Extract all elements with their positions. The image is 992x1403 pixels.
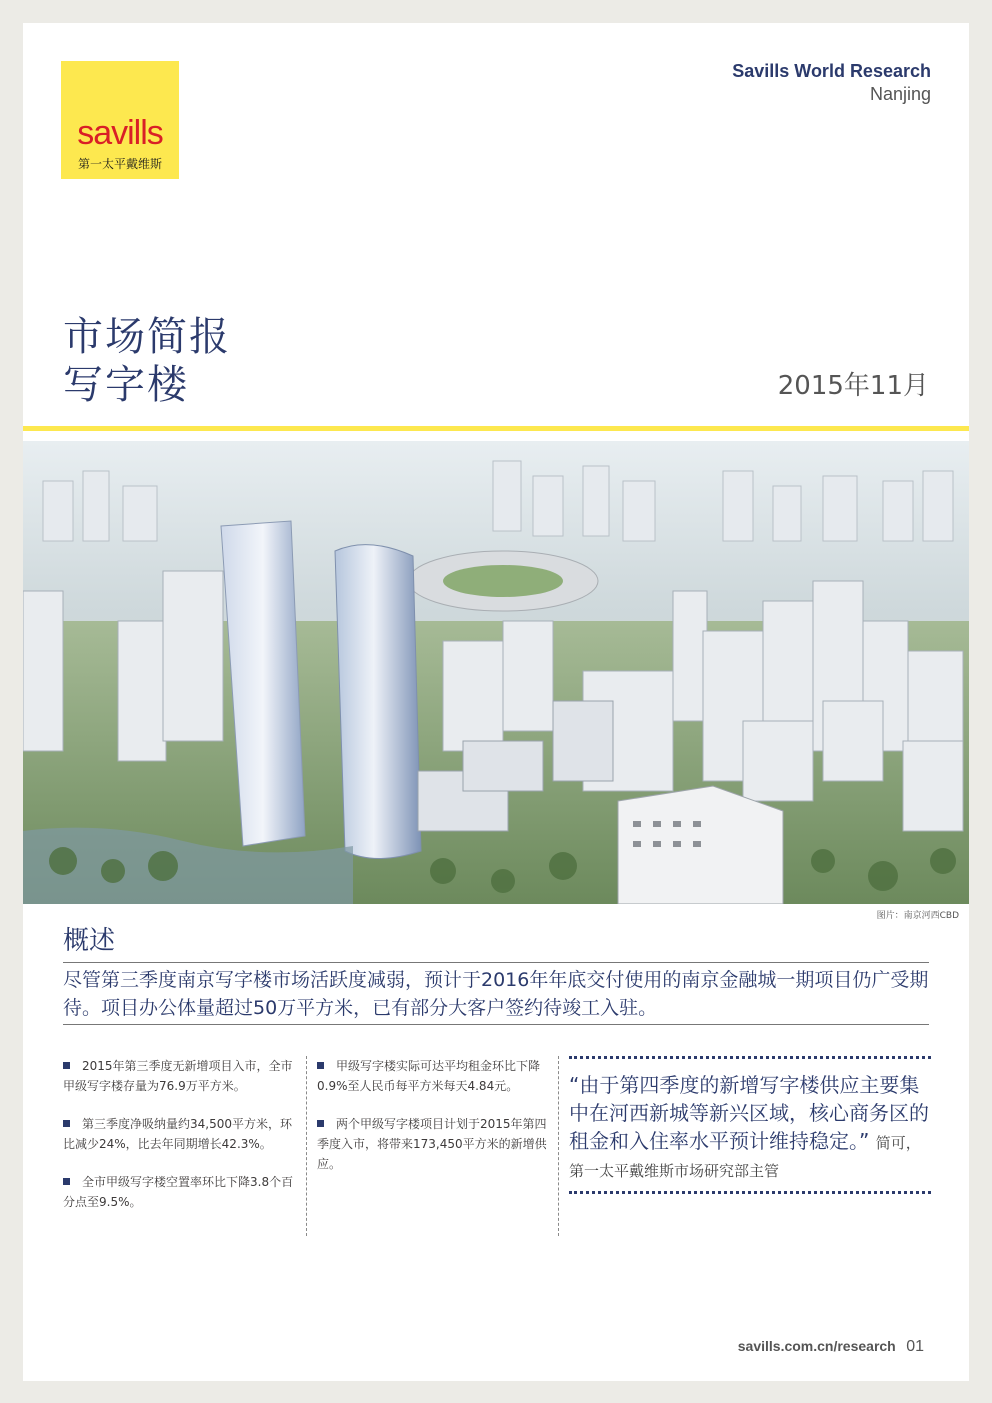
savills-logo bbox=[61, 61, 179, 179]
key-points-column-2 bbox=[317, 1056, 553, 1192]
report-title bbox=[63, 313, 231, 409]
overview-summary: 尽管第三季度南京写字楼市场活跃度减弱，预计于2016年年底交付使用的南京金融城一期项目仍广受期待。项目办公体量超过50万平方米，已有部分大客户签约待竣工入驻。 bbox=[63, 969, 929, 1019]
key-point: 两个甲级写字楼项目计划于2015年第四季度入市，将带来173,450平方米的新增供应。 bbox=[317, 1117, 547, 1171]
report-title-line2: 写字楼 bbox=[63, 362, 189, 408]
page-footer bbox=[738, 1338, 924, 1356]
overview-bottom-rule bbox=[63, 1024, 929, 1025]
page-number: 01 bbox=[906, 1338, 924, 1355]
pull-quote bbox=[569, 1056, 931, 1194]
report-page bbox=[23, 23, 969, 1381]
report-date: 2015年11月 bbox=[777, 371, 929, 401]
cover-photo bbox=[23, 441, 969, 904]
key-point: 2015年第三季度无新增项目入市，全市甲级写字楼存量为76.9万平方米。 bbox=[63, 1059, 293, 1093]
publisher-title: Savills World Research bbox=[732, 61, 931, 81]
key-point: 全市甲级写字楼空置率环比下降3.8个百分点至9.5%。 bbox=[63, 1175, 294, 1209]
column-divider bbox=[306, 1056, 307, 1236]
quote-text: “由于第四季度的新增写字楼供应主要集中在河西新城等新兴区域，核心商务区的租金和入住率水平预计维持稳定。” bbox=[569, 1073, 929, 1153]
bullet-square-icon bbox=[63, 1062, 70, 1069]
quote-top-dots bbox=[569, 1056, 931, 1059]
research-url-link[interactable]: savills.com.cn/research bbox=[737, 1338, 896, 1354]
logo-chinese-name: 第一太平戴维斯 bbox=[77, 157, 162, 171]
logo-wordmark: savills bbox=[77, 114, 163, 152]
key-point: 甲级写字楼实际可达平均租金环比下降0.9%至人民币每平方米每天4.84元。 bbox=[317, 1059, 541, 1093]
bullet-square-icon bbox=[63, 1120, 70, 1127]
bullet-square-icon bbox=[317, 1120, 324, 1127]
publisher-city: Nanjing bbox=[869, 84, 931, 104]
bullet-square-icon bbox=[63, 1178, 70, 1185]
overview-heading: 概述 bbox=[63, 926, 116, 956]
overview-top-rule bbox=[63, 962, 929, 963]
publisher-block bbox=[732, 60, 931, 106]
quote-attribution: 简可，第一太平戴维斯市场研究部主管 bbox=[569, 1134, 921, 1180]
key-points-column-1 bbox=[63, 1056, 303, 1230]
title-divider bbox=[23, 426, 969, 431]
photo-caption: 图片：南京河西CBD bbox=[876, 911, 959, 921]
quote-bottom-dots bbox=[569, 1191, 931, 1194]
city-skyline-illustration bbox=[23, 441, 969, 904]
report-title-line1: 市场简报 bbox=[63, 314, 231, 360]
bullet-square-icon bbox=[317, 1062, 324, 1069]
quote-block bbox=[569, 1071, 931, 1183]
key-point: 第三季度净吸纳量约34,500平方米，环比减少24%，比去年同期增长42.3%。 bbox=[63, 1117, 292, 1151]
column-divider bbox=[558, 1056, 559, 1236]
